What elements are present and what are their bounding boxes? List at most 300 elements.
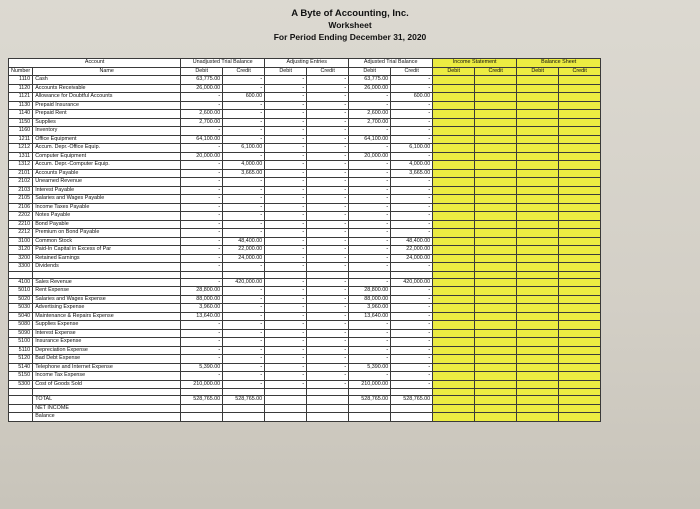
unadjusted-credit: - (223, 203, 265, 212)
adjusting-debit: - (265, 363, 307, 372)
account-number: 1110 (9, 76, 33, 85)
unadjusted-debit: 3,960.00 (181, 304, 223, 313)
spacer-cell (559, 389, 601, 396)
income-credit (475, 295, 517, 304)
unadjusted-debit: - (181, 321, 223, 330)
adjusting-credit: - (307, 312, 349, 321)
adjusting-debit: - (265, 127, 307, 136)
balance-debit (517, 212, 559, 221)
unadjusted-debit: 2,700.00 (181, 118, 223, 127)
adjusted-debit: - (349, 346, 391, 355)
balance-debit (517, 380, 559, 389)
adjusting-debit: - (265, 144, 307, 153)
col-header-debit: Debit (517, 67, 559, 76)
spacer-cell (433, 389, 475, 396)
spacer-cell (433, 271, 475, 278)
income-debit (433, 135, 475, 144)
income-credit (475, 135, 517, 144)
income-credit (475, 321, 517, 330)
adjusting-debit: - (265, 195, 307, 204)
unadjusted-debit: 63,775.00 (181, 76, 223, 85)
adjusting-debit: - (265, 321, 307, 330)
income-debit (433, 295, 475, 304)
balance-debit (517, 304, 559, 313)
balance-credit (559, 287, 601, 296)
adjusting-debit: - (265, 110, 307, 119)
unadjusted-credit: 48,400.00 (223, 237, 265, 246)
adjusting-credit: - (307, 84, 349, 93)
account-number: 1211 (9, 135, 33, 144)
account-number: 5140 (9, 363, 33, 372)
spacer-cell (223, 389, 265, 396)
unadjusted-credit: 24,000.00 (223, 254, 265, 263)
income-debit (433, 76, 475, 85)
adjusted-credit: - (391, 363, 433, 372)
income-debit (433, 346, 475, 355)
adjusting-debit: - (265, 312, 307, 321)
unadjusted-credit: - (223, 229, 265, 238)
adjusted-debit: 2,700.00 (349, 118, 391, 127)
account-name: Salaries and Wages Expense (33, 295, 181, 304)
unadjusted-debit: - (181, 346, 223, 355)
adjusted-debit: 26,000.00 (349, 84, 391, 93)
unadjusted-debit: - (181, 278, 223, 287)
adjusting-credit: - (307, 178, 349, 187)
adjusting-credit: - (307, 169, 349, 178)
spacer-cell (181, 271, 223, 278)
balance-credit (559, 312, 601, 321)
income-credit (475, 178, 517, 187)
income-debit (433, 329, 475, 338)
table-row (9, 295, 601, 304)
unadjusted-header: Unadjusted Trial Balance (181, 59, 265, 68)
table-row (9, 118, 601, 127)
unadjusted-credit: - (223, 304, 265, 313)
income-debit (433, 186, 475, 195)
table-row (9, 101, 601, 110)
footer-cell (349, 404, 391, 413)
account-number: 1312 (9, 161, 33, 170)
table-row (9, 186, 601, 195)
spacer-cell (517, 271, 559, 278)
unadjusted-debit: 28,800.00 (181, 287, 223, 296)
adjusted-credit: - (391, 84, 433, 93)
adjusted-credit: - (391, 312, 433, 321)
account-name: Advertising Expense (33, 304, 181, 313)
income-debit (433, 312, 475, 321)
balance-credit (559, 278, 601, 287)
footer-cell (265, 413, 307, 422)
income-credit (475, 338, 517, 347)
income-credit (475, 229, 517, 238)
adjusted-credit: - (391, 321, 433, 330)
col-header-debit: Debit (433, 67, 475, 76)
balance-debit (517, 178, 559, 187)
unadjusted-debit: - (181, 186, 223, 195)
adjusted-debit: - (349, 220, 391, 229)
adjusted-credit: - (391, 263, 433, 272)
unadjusted-debit: - (181, 169, 223, 178)
account-number: 1121 (9, 93, 33, 102)
account-name: Accounts Payable (33, 169, 181, 178)
income-debit (433, 127, 475, 136)
adjusting-credit: - (307, 135, 349, 144)
unadjusted-credit: - (223, 263, 265, 272)
footer-cell (223, 413, 265, 422)
unadjusted-debit: - (181, 212, 223, 221)
income-credit (475, 363, 517, 372)
unadjusted-debit: - (181, 254, 223, 263)
income-credit (475, 329, 517, 338)
adjusting-credit: - (307, 229, 349, 238)
adjusting-debit: - (265, 101, 307, 110)
balance-credit (559, 321, 601, 330)
unadjusted-debit: 26,000.00 (181, 84, 223, 93)
income-credit (475, 263, 517, 272)
income-credit (475, 237, 517, 246)
balance-credit (559, 84, 601, 93)
balance-debit (517, 329, 559, 338)
income-debit (433, 203, 475, 212)
adjusting-credit: - (307, 363, 349, 372)
income-debit (433, 254, 475, 263)
adjusted-credit: - (391, 355, 433, 364)
adjusting-credit: - (307, 127, 349, 136)
income-credit (475, 110, 517, 119)
account-name: Computer Equipment (33, 152, 181, 161)
unadjusted-debit: - (181, 93, 223, 102)
account-name: Cost of Goods Sold (33, 380, 181, 389)
spacer-cell (33, 389, 181, 396)
adjusted-credit: - (391, 118, 433, 127)
adjusted-credit: - (391, 329, 433, 338)
adjusted-debit: - (349, 178, 391, 187)
adjusted-credit: 48,400.00 (391, 237, 433, 246)
unadjusted-debit: - (181, 263, 223, 272)
spacer-cell (9, 389, 33, 396)
unadjusted-credit: - (223, 195, 265, 204)
number-header: Number (9, 67, 33, 76)
account-name: Interest Payable (33, 186, 181, 195)
income-credit (475, 372, 517, 381)
unadjusted-debit: - (181, 195, 223, 204)
adjusting-debit: - (265, 203, 307, 212)
income-debit (433, 246, 475, 255)
adjusting-debit: - (265, 372, 307, 381)
balance-credit (559, 110, 601, 119)
balance-debit (517, 246, 559, 255)
adjusted-debit: 28,800.00 (349, 287, 391, 296)
unadjusted-debit: - (181, 127, 223, 136)
adjusted-debit: - (349, 127, 391, 136)
balance-credit (559, 178, 601, 187)
balance-debit (517, 135, 559, 144)
adjusted-credit: 3,665.00 (391, 169, 433, 178)
spacer-cell (307, 389, 349, 396)
account-number: 1140 (9, 110, 33, 119)
table-row (9, 346, 601, 355)
adjusting-debit: - (265, 380, 307, 389)
col-header-credit: Credit (391, 67, 433, 76)
table-row (9, 152, 601, 161)
income-credit (475, 144, 517, 153)
unadjusted-credit: - (223, 110, 265, 119)
adjusting-credit: - (307, 304, 349, 313)
account-number: 5120 (9, 355, 33, 364)
spacer-cell (33, 271, 181, 278)
table-row (9, 321, 601, 330)
income-credit (475, 152, 517, 161)
adjusting-credit: - (307, 254, 349, 263)
unadjusted-credit: 3,665.00 (223, 169, 265, 178)
adjusted-debit: 3,960.00 (349, 304, 391, 313)
income-debit (433, 144, 475, 153)
table-row (9, 229, 601, 238)
adjusted-debit: 210,000.00 (349, 380, 391, 389)
adjusted-debit: - (349, 169, 391, 178)
balance-credit (559, 76, 601, 85)
unadjusted-credit: - (223, 363, 265, 372)
balance-credit (559, 304, 601, 313)
balance-credit (559, 355, 601, 364)
account-number: 2103 (9, 186, 33, 195)
total-statement-cell (433, 396, 475, 405)
adjusting-debit: - (265, 355, 307, 364)
income-credit (475, 312, 517, 321)
income-debit (433, 338, 475, 347)
account-number: 5300 (9, 380, 33, 389)
adjusting-debit: - (265, 161, 307, 170)
adjusting-credit: - (307, 186, 349, 195)
total-unadjusted-debit: 528,765.00 (181, 396, 223, 405)
totals-label: TOTAL (33, 396, 181, 405)
income-debit (433, 380, 475, 389)
income-credit (475, 254, 517, 263)
adjusted-credit: - (391, 203, 433, 212)
adjusted-credit: - (391, 186, 433, 195)
income-debit (433, 84, 475, 93)
account-number: 5040 (9, 312, 33, 321)
balance-credit (559, 135, 601, 144)
income-credit (475, 355, 517, 364)
income-credit (475, 278, 517, 287)
account-name: Supplies Expense (33, 321, 181, 330)
balance-debit (517, 346, 559, 355)
account-number: 5030 (9, 304, 33, 313)
adjusting-debit: - (265, 254, 307, 263)
footer-label: Balance (33, 413, 181, 422)
balance-credit (559, 237, 601, 246)
adjusting-debit: - (265, 220, 307, 229)
table-row (9, 195, 601, 204)
income-debit (433, 321, 475, 330)
adjusting-credit: - (307, 372, 349, 381)
balance-debit (517, 76, 559, 85)
unadjusted-debit: - (181, 101, 223, 110)
account-name: Accum. Depr.-Office Equip. (33, 144, 181, 153)
adjusted-credit: 4,000.00 (391, 161, 433, 170)
income-credit (475, 169, 517, 178)
adjusted-credit: - (391, 110, 433, 119)
account-number: 1311 (9, 152, 33, 161)
unadjusted-credit: 420,000.00 (223, 278, 265, 287)
income-credit (475, 220, 517, 229)
adjusted-debit: 13,640.00 (349, 312, 391, 321)
unadjusted-debit: 5,390.00 (181, 363, 223, 372)
adjusted-debit: 2,600.00 (349, 110, 391, 119)
spacer-cell (349, 271, 391, 278)
unadjusted-debit: - (181, 329, 223, 338)
adjusted-credit: - (391, 76, 433, 85)
income-debit (433, 161, 475, 170)
footer-label: NET INCOME (33, 404, 181, 413)
adjusted-debit: - (349, 263, 391, 272)
adjusted-debit: - (349, 338, 391, 347)
footer-statement-cell (517, 413, 559, 422)
balance-credit (559, 220, 601, 229)
balance-credit (559, 372, 601, 381)
unadjusted-credit: - (223, 76, 265, 85)
account-name: Inventory (33, 127, 181, 136)
balance-debit (517, 144, 559, 153)
adjusting-debit: - (265, 304, 307, 313)
adjusting-credit: - (307, 212, 349, 221)
table-row (9, 338, 601, 347)
table-row (9, 372, 601, 381)
balance-credit (559, 229, 601, 238)
balance-credit (559, 195, 601, 204)
unadjusted-credit: - (223, 321, 265, 330)
unadjusted-debit: 13,640.00 (181, 312, 223, 321)
balance-credit (559, 338, 601, 347)
income-debit (433, 169, 475, 178)
income-debit (433, 355, 475, 364)
col-header-debit: Debit (265, 67, 307, 76)
adjusted-credit: - (391, 338, 433, 347)
unadjusted-credit: - (223, 380, 265, 389)
footer-statement-cell (559, 413, 601, 422)
adjusting-debit: - (265, 246, 307, 255)
balance-credit (559, 380, 601, 389)
account-number: 1150 (9, 118, 33, 127)
adjusted-debit: - (349, 278, 391, 287)
account-name: Accum. Depr.-Computer Equip. (33, 161, 181, 170)
account-name: Notes Payable (33, 212, 181, 221)
income-credit (475, 101, 517, 110)
account-number: 3300 (9, 263, 33, 272)
spacer-row (9, 271, 601, 278)
table-row (9, 278, 601, 287)
balance-credit (559, 161, 601, 170)
income-credit (475, 76, 517, 85)
income-debit (433, 101, 475, 110)
table-row (9, 161, 601, 170)
adjusting-debit: - (265, 229, 307, 238)
unadjusted-credit: - (223, 178, 265, 187)
spacer-cell (265, 271, 307, 278)
adjusted-debit: - (349, 144, 391, 153)
footer-cell (391, 404, 433, 413)
spacer-cell (391, 389, 433, 396)
income-credit (475, 203, 517, 212)
unadjusted-credit: - (223, 312, 265, 321)
adjusted-credit: - (391, 304, 433, 313)
income-debit (433, 372, 475, 381)
account-name: Allowance for Doubtful Accounts (33, 93, 181, 102)
spacer-cell (265, 389, 307, 396)
adjusted-debit: 20,000.00 (349, 152, 391, 161)
balance-debit (517, 355, 559, 364)
income-credit (475, 195, 517, 204)
balance-credit (559, 169, 601, 178)
income-debit (433, 152, 475, 161)
income-debit (433, 178, 475, 187)
account-number: 2212 (9, 229, 33, 238)
income-debit (433, 195, 475, 204)
balance-debit (517, 110, 559, 119)
adjusted-credit: - (391, 220, 433, 229)
adjusting-credit: - (307, 380, 349, 389)
unadjusted-credit: - (223, 329, 265, 338)
adjusting-debit: - (265, 346, 307, 355)
balance-debit (517, 220, 559, 229)
footer-statement-cell (433, 404, 475, 413)
account-number: 3200 (9, 254, 33, 263)
adjusting-credit: - (307, 110, 349, 119)
adjusting-debit: - (265, 76, 307, 85)
table-row (9, 76, 601, 85)
col-header-credit: Credit (475, 67, 517, 76)
adjusting-credit: - (307, 237, 349, 246)
footer-cell (307, 404, 349, 413)
footer-row (9, 404, 601, 413)
adjusted-credit: 420,000.00 (391, 278, 433, 287)
adjusted-debit: - (349, 254, 391, 263)
footer-statement-cell (559, 404, 601, 413)
adjusting-credit: - (307, 295, 349, 304)
adjusted-credit: 6,100.00 (391, 144, 433, 153)
total-statement-cell (517, 396, 559, 405)
unadjusted-credit: - (223, 295, 265, 304)
account-name: Dividends (33, 263, 181, 272)
total-statement-cell (559, 396, 601, 405)
income-credit (475, 161, 517, 170)
account-number: 2102 (9, 178, 33, 187)
footer-row (9, 413, 601, 422)
income-credit (475, 186, 517, 195)
balance-credit (559, 212, 601, 221)
account-number: 5090 (9, 329, 33, 338)
adjusted-header: Adjusted Trial Balance (349, 59, 433, 68)
adjusted-credit: - (391, 195, 433, 204)
adjusting-debit: - (265, 135, 307, 144)
adjusting-debit: - (265, 287, 307, 296)
balance-debit (517, 363, 559, 372)
income-credit (475, 93, 517, 102)
table-row (9, 220, 601, 229)
account-name: Bad Debt Expense (33, 355, 181, 364)
adjusted-debit: - (349, 229, 391, 238)
footer-number (9, 404, 33, 413)
total-adjusted-debit: 528,765.00 (349, 396, 391, 405)
total-adjusting-credit (307, 396, 349, 405)
balance-debit (517, 101, 559, 110)
balance-debit (517, 278, 559, 287)
adjusting-debit: - (265, 263, 307, 272)
unadjusted-credit: - (223, 287, 265, 296)
spacer-cell (391, 271, 433, 278)
account-name: Maintenance & Repairs Expense (33, 312, 181, 321)
